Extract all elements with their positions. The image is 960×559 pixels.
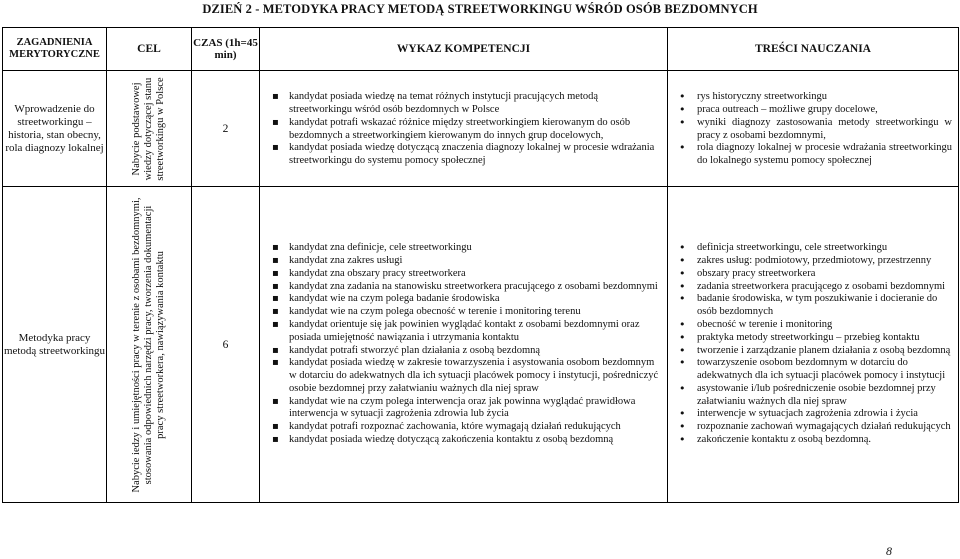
list-item: • zadania streetworkera pracującego z osobami bezdomnymi — [676, 281, 952, 294]
list-item: • rola diagnozy lokalnej w procesie wdrażania streetworkingu do lokalnego systemu pomocy społecznej — [676, 142, 952, 168]
header-goal: CEL — [107, 28, 192, 71]
list-item: ▪ kandydat zna obszary pracy streetworkera — [268, 268, 661, 281]
goal-text: Nabycie podstawowej wiedzy dotyczącej stanu streetworkingu w Polsce — [131, 76, 166, 181]
goal-text: Nabycie iedzy i umiejętności pracy w terenie z osobami bezdomnymi, stosowania odpowiednich narzędzi pracy, tworzenia dokumentacji pracy streetworkera, nawiązywania kontaktu — [131, 196, 166, 493]
content-cell — [668, 71, 959, 187]
topic-cell: Metodyka pracy metodą streetworkingu — [3, 187, 107, 503]
list-item: • asystowanie i/lub pośredniczenie osobie bezdomnej przy załatwianiu ważnych dla niej spraw — [676, 383, 952, 409]
list-item: • rozpoznanie zachowań wymagających działań redukujących — [676, 421, 952, 434]
list-item: • praktyka metody streetworkingu – przebieg kontaktu — [676, 332, 952, 345]
competencies-list — [260, 87, 667, 170]
list-item: • rys historyczny streetworkingu — [676, 91, 952, 104]
hours-cell: 6 — [192, 187, 260, 503]
list-item: • obecność w terenie i monitoring — [676, 319, 952, 332]
list-item: • tworzenie i zarządzanie planem działania z osobą bezdomną — [676, 345, 952, 358]
content-list — [668, 87, 958, 170]
list-item: ▪ kandydat posiada wiedzę dotyczącą znaczenia diagnozy lokalnej w procesie wdrażania streetworkingu do systemu pomocy społecznej — [268, 142, 661, 168]
list-item: • obszary pracy streetworkera — [676, 268, 952, 281]
list-item: ▪ kandydat zna zakres usługi — [268, 255, 661, 268]
list-item: ▪ kandydat posiada wiedzę dotyczącą zakończenia kontaktu z osobą bezdomną — [268, 434, 661, 447]
hours-cell: 2 — [192, 71, 260, 187]
list-item: • zakończenie kontaktu z osobą bezdomną. — [676, 434, 952, 447]
content-cell — [668, 187, 959, 503]
header-hours: CZAS (1h=45 min) — [192, 28, 260, 71]
curriculum-table — [2, 27, 959, 503]
goal-cell — [107, 187, 192, 503]
header-content: TREŚCI NAUCZANIA — [668, 28, 959, 71]
competencies-list — [260, 240, 667, 449]
list-item: • definicja streetworkingu, cele streetworkingu — [676, 242, 952, 255]
header-row — [3, 28, 959, 71]
header-topics: ZAGADNIENIA MERYTORYCZNE — [3, 28, 107, 71]
list-item: ▪ kandydat wie na czym polega badanie środowiska — [268, 293, 661, 306]
content-list — [668, 240, 958, 449]
list-item: ▪ kandydat posiada wiedzę w zakresie towarzyszenia i asystowania osobom bezdomnym w dotarciu do adekwatnych dla ich sytuacji placówek pomocy i instytucji, pośredniczyć osobie bezdomnej przy załatwianiu ważnych dla niej spraw — [268, 357, 661, 395]
list-item: ▪ kandydat wie na czym polega interwencja oraz jak powinna wyglądać prawidłowa interwencja w sytuacji zagrożenia zdrowia lub życia — [268, 396, 661, 422]
table-row — [3, 71, 959, 187]
list-item: ▪ kandydat zna zadania na stanowisku streetworkera pracującego z osobami bezdomnymi — [268, 281, 661, 294]
page-title: DZIEŃ 2 - METODYKA PRACY METODĄ STREETWORKINGU WŚRÓD OSÓB BEZDOMNYCH — [202, 2, 758, 16]
goal-cell — [107, 71, 192, 187]
list-item: ▪ kandydat potrafi stworzyć plan działania z osobą bezdomną — [268, 345, 661, 358]
list-item: ▪ kandydat wie na czym polega obecność w terenie i monitoring terenu — [268, 306, 661, 319]
list-item: ▪ kandydat posiada wiedzę na temat różnych instytucji pracujących metodą streetworkingu wśród osób bezdomnych w Polsce — [268, 91, 661, 117]
list-item: ▪ kandydat potrafi wskazać różnice między streetworkingiem kierowanym do osób bezdomnych a streetworkingiem kierowanym do innych grup docelowych, — [268, 117, 661, 143]
header-competencies: WYKAZ KOMPETENCJI — [260, 28, 668, 71]
topic-cell: Wprowadzenie do streetworkingu – historia, stan obecny, rola diagnozy lokalnej — [3, 71, 107, 187]
list-item: • wyniki diagnozy zastosowania metody streetworkingu w pracy z osobami bezdomnymi, — [676, 117, 952, 143]
table-row — [3, 187, 959, 503]
list-item: • praca outreach – możliwe grupy docelowe, — [676, 104, 952, 117]
list-item: • badanie środowiska, w tym poszukiwanie i docieranie do osób bezdomnych — [676, 293, 952, 319]
list-item: • interwencje w sytuacjach zagrożenia zdrowia i życia — [676, 408, 952, 421]
list-item: • towarzyszenie osobom bezdomnym w dotarciu do adekwatnych dla ich sytuacji placówek pomocy i instytucji — [676, 357, 952, 383]
competencies-cell — [260, 187, 668, 503]
list-item: ▪ kandydat zna definicje, cele streetworkingu — [268, 242, 661, 255]
competencies-cell — [260, 71, 668, 187]
list-item: ▪ kandydat orientuje się jak powinien wyglądać kontakt z osobami bezdomnymi oraz posiada umiejętność nawiązania i utrzymania kontaktu — [268, 319, 661, 345]
page-number: 8 — [886, 544, 892, 558]
list-item: • zakres usług: podmiotowy, przedmiotowy, przestrzenny — [676, 255, 952, 268]
list-item: ▪ kandydat potrafi rozpoznać zachowania, które wymagają działań redukujących — [268, 421, 661, 434]
